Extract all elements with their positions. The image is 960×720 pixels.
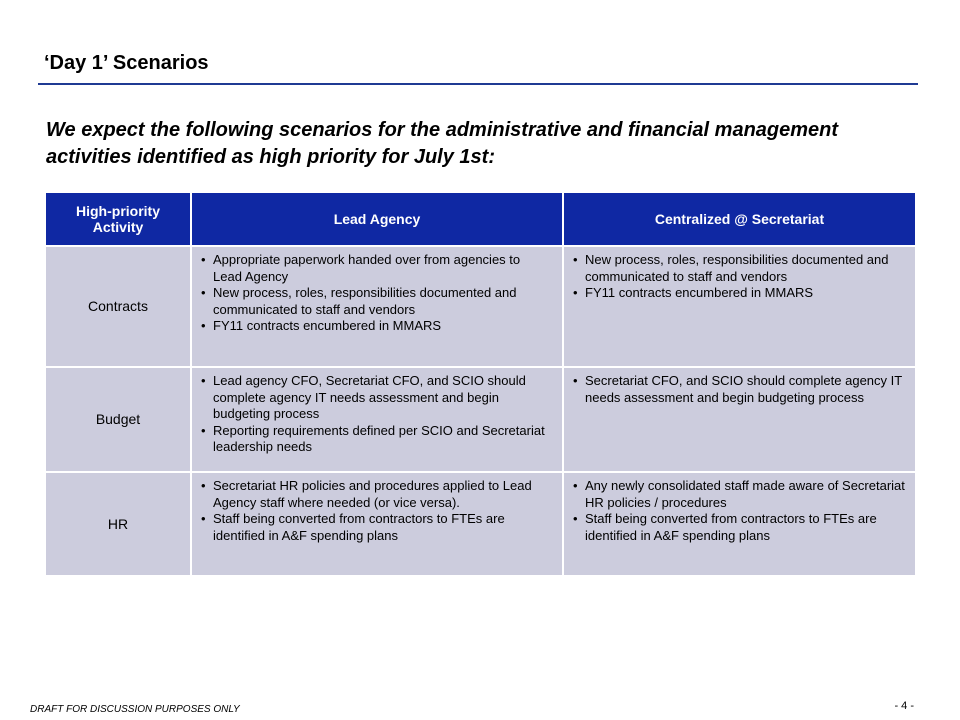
bullet-list bbox=[200, 373, 552, 456]
bullet-item: • Staff being converted from contractors to FTEs are identified in A&F spending plans bbox=[200, 511, 552, 544]
activity-cell: Budget bbox=[46, 366, 192, 471]
scenarios-table bbox=[46, 193, 915, 575]
bullet-item: • Secretariat CFO, and SCIO should complete agency IT needs assessment and begin budgeting process bbox=[572, 373, 905, 406]
bullet-list bbox=[200, 252, 552, 335]
activity-cell: Contracts bbox=[46, 245, 192, 366]
bullet-item: • Any newly consolidated staff made aware of Secretariat HR policies / procedures bbox=[572, 478, 905, 511]
bullet-item: • New process, roles, responsibilities documented and communicated to staff and vendors bbox=[200, 285, 552, 318]
secretariat-cell bbox=[564, 366, 915, 471]
table-row bbox=[46, 471, 915, 575]
title-divider bbox=[38, 83, 918, 85]
bullet-item: • FY11 contracts encumbered in MMARS bbox=[572, 285, 905, 302]
bullet-list bbox=[200, 478, 552, 544]
bullet-list bbox=[572, 478, 905, 544]
lead-agency-cell bbox=[192, 471, 564, 575]
header-lead-agency: Lead Agency bbox=[192, 193, 564, 245]
slide-subtitle: We expect the following scenarios for the administrative and financial management activities identified as high priority for July 1st: bbox=[46, 119, 839, 168]
page-number: - 4 - bbox=[894, 700, 914, 712]
bullet-item: • Lead agency CFO, Secretariat CFO, and SCIO should complete agency IT needs assessment and begin budgeting process bbox=[200, 373, 552, 423]
bullet-list bbox=[572, 252, 905, 302]
table-row bbox=[46, 366, 915, 471]
table-header-row bbox=[46, 193, 915, 245]
lead-agency-cell bbox=[192, 245, 564, 366]
bullet-item: • Reporting requirements defined per SCIO and Secretariat leadership needs bbox=[200, 423, 552, 456]
bullet-item: • New process, roles, responsibilities documented and communicated to staff and vendors bbox=[572, 252, 905, 285]
draft-disclaimer: DRAFT FOR DISCUSSION PURPOSES ONLY bbox=[30, 704, 240, 715]
bullet-item: • FY11 contracts encumbered in MMARS bbox=[200, 318, 552, 335]
header-secretariat: Centralized @ Secretariat bbox=[564, 193, 915, 245]
activity-cell: HR bbox=[46, 471, 192, 575]
header-activity: High-priority Activity bbox=[46, 193, 192, 245]
secretariat-cell bbox=[564, 471, 915, 575]
secretariat-cell bbox=[564, 245, 915, 366]
bullet-item: • Secretariat HR policies and procedures applied to Lead Agency staff where needed (or vice versa). bbox=[200, 478, 552, 511]
lead-agency-cell bbox=[192, 366, 564, 471]
bullet-list bbox=[572, 373, 905, 406]
bullet-item: • Appropriate paperwork handed over from agencies to Lead Agency bbox=[200, 252, 552, 285]
table-row bbox=[46, 245, 915, 366]
slide-title: ‘Day 1’ Scenarios bbox=[44, 52, 209, 74]
bullet-item: • Staff being converted from contractors to FTEs are identified in A&F spending plans bbox=[572, 511, 905, 544]
